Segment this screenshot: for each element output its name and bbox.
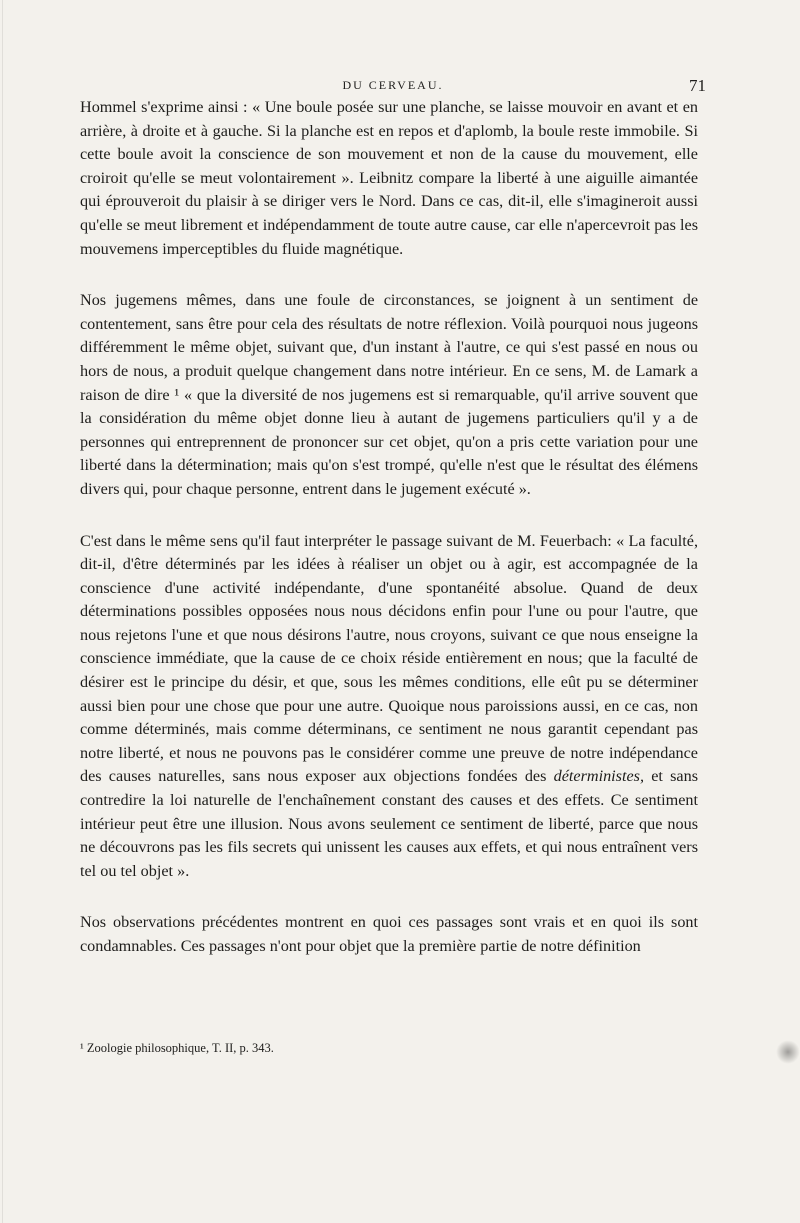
paragraph-3-text-after: et sans contredire la loi naturelle de l'enchaînement constant des causes et des effets. Ce sentiment intérieur peut être une illusion. Nous avons seulement ce sentiment de liberté, parce que nous ne découvrons pas les fils secrets qui unissent les causes aux effets, et qui nous entraînent vers tel ou tel objet ».	[80, 767, 698, 880]
paragraph-3-text-before: C'est dans le même sens qu'il faut interpréter le passage suivant de M. Feuerbach: « La faculté, dit-il, d'être déterminés par les idées à réaliser un objet ou à agir, est accompagnée de la conscience d'une activité indépendante, d'une spontanéité absolue. Quand de deux déterminations possibles opposées nous nous décidons enfin pour l'une ou pour l'autre, que nous rejetons l'une et que nous désirons l'autre, nous croyons, suivant ce que nous enseigne la conscience immédiate, que la cause de ce choix réside entièrement en nous; que la faculté de désirer est le principe du désir, et que, sous les mêmes conditions, elle eût pu se déterminer aussi bien pour une chose que pour une autre. Quoique nous paroissions aussi, en ce cas, non comme déterminés, mais comme déterminans, ce sentiment ne nous garantit cependant pas notre liberté, et nous ne pouvons pas le considérer comme une preuve de notre indépendance des causes naturelles, sans nous exposer aux objections fondées des	[80, 531, 698, 786]
running-head: DU CERVEAU.	[342, 78, 444, 92]
paragraph-3	[80, 530, 698, 884]
page-number: 71	[689, 76, 706, 95]
footnote: ¹ Zoologie philosophique, T. II, p. 343.	[80, 1041, 274, 1055]
paragraph-4: Nos observations précédentes montrent en quoi ces passages sont vrais et en quoi ils sont condamnables. Ces passages n'ont pour objet que la première partie de notre définition	[80, 913, 698, 955]
paragraph-2: Nos jugemens mêmes, dans une foule de circonstances, se joignent à un sentiment de contentement, sans être pour cela des résultats de notre réflexion. Voilà pourquoi nous jugeons différemment le même objet, suivant que, d'un instant à l'autre, ce qui s'est passé en nous ou hors de nous, a produit quelque changement dans notre intérieur. En ce sens, M. de Lamark a raison de dire ¹ « que la diversité de nos jugemens est si remarquable, qu'il arrive souvent que la considération du même objet donne lieu à autant de jugemens particuliers qu'il y a de personnes qui entreprennent de prononcer sur cet objet, qu'on a pris cette variation pour une liberté dans la détermination; mais qu'on s'est trompé, qu'elle n'est que le résultat des élémens divers qui, pour chaque personne, entrent dans le jugement exécuté ».	[80, 291, 698, 498]
paragraph-3-italic-term: déterministes,	[553, 767, 644, 786]
page-edge	[2, 0, 3, 1223]
body-text	[80, 96, 698, 987]
page-header	[80, 76, 706, 98]
paragraph-1: Hommel s'exprime ainsi : « Une boule posée sur une planche, se laisse mouvoir en avant et en arrière, à droite et à gauche. Si la planche est en repos et d'aplomb, la boule reste immobile. Si cette boule avoit la conscience de son mouvement et non de la cause du mouvement, elle croiroit qu'elle se meut volontairement ». Leibnitz compare la liberté à une aiguille aimantée qui éprouveroit du plaisir à se diriger vers le Nord. Dans ce cas, dit-il, elle s'imagineroit aussi qu'elle se meut librement et indépendamment de toute autre cause, car elle n'apercevroit pas les mouvemens imperceptibles du fluide magnétique.	[80, 98, 698, 258]
ink-smudge	[776, 1040, 800, 1064]
